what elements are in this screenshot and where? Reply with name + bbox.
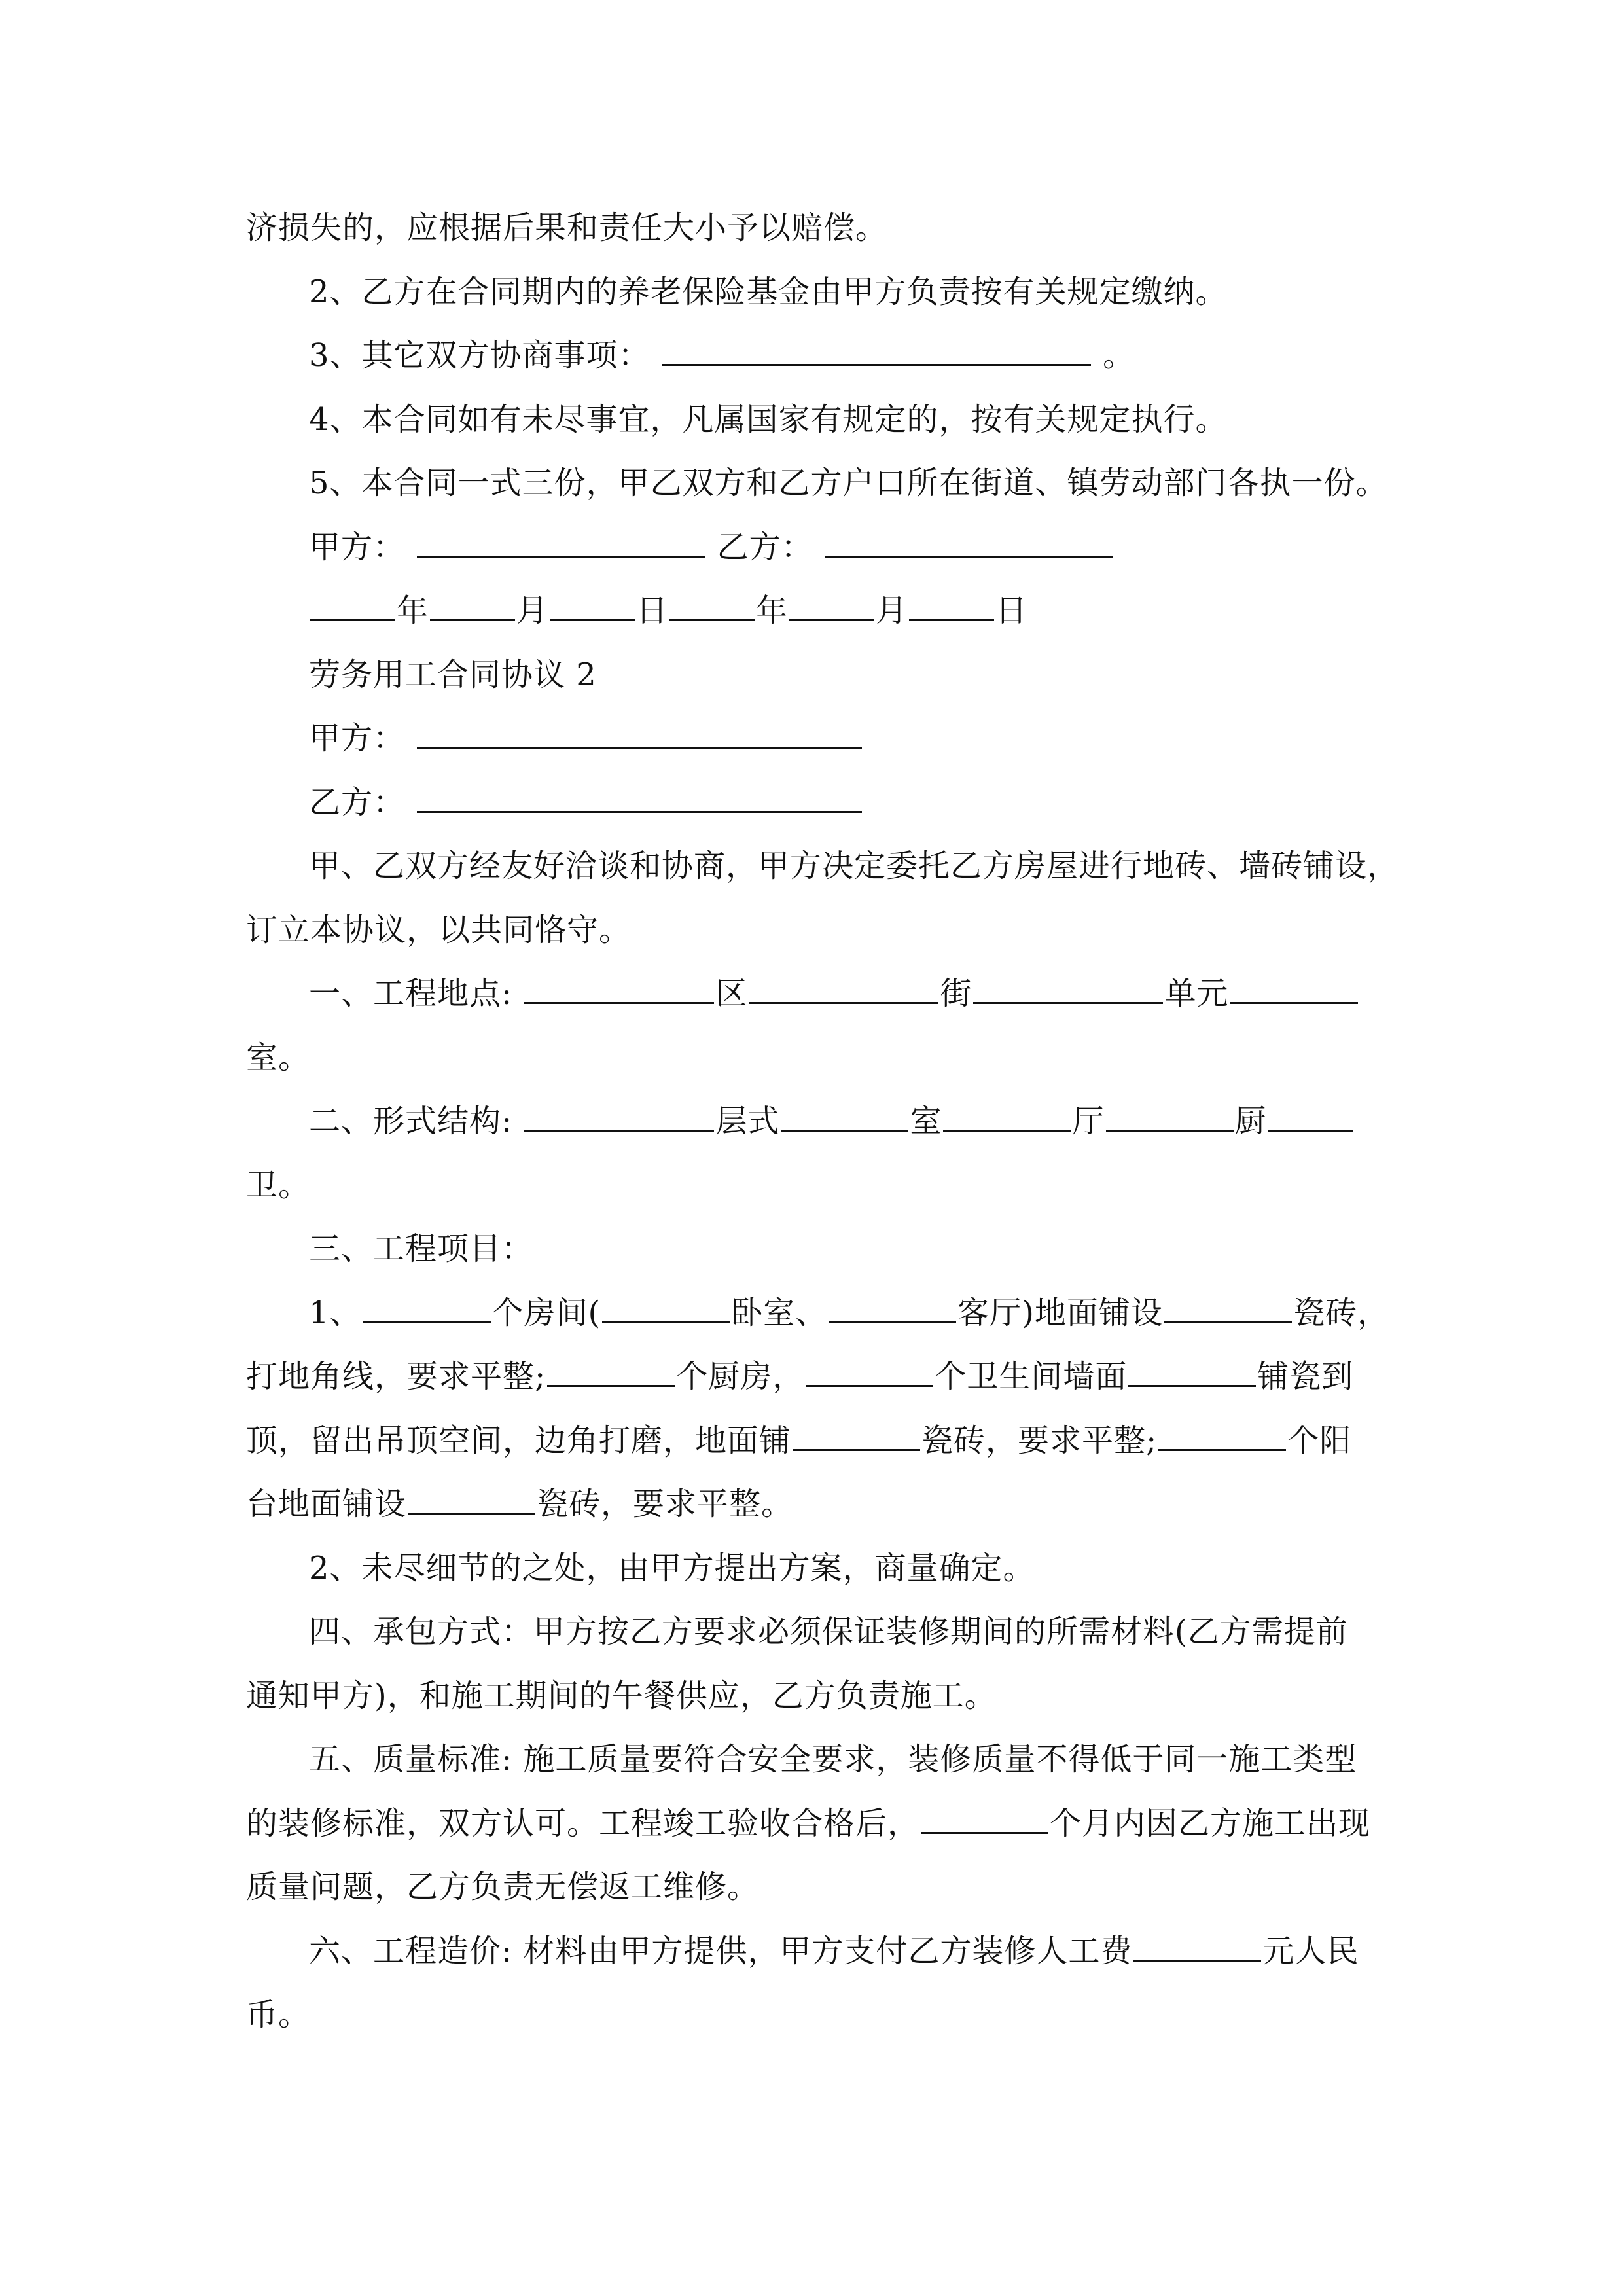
floor-tile-blank[interactable]	[1164, 1295, 1292, 1323]
text: 室。	[246, 1039, 311, 1076]
district-blank[interactable]	[524, 976, 714, 1004]
street-label: 街	[940, 975, 972, 1012]
text: 顶，留出吊顶空间，边角打磨，地面铺	[246, 1422, 792, 1459]
section-1-location	[246, 962, 1378, 1026]
text: 元人民	[1262, 1932, 1359, 1969]
clause-5	[246, 452, 1388, 516]
room-count-blank[interactable]	[781, 1103, 908, 1132]
text: 个月内因乙方施工出现	[1050, 1804, 1371, 1842]
text: 的装修标准，双方认可。工程竣工验收合格后，	[246, 1804, 920, 1842]
day-label: 日	[636, 592, 669, 629]
unit-label: 单元	[1164, 975, 1229, 1012]
section-5-quality	[246, 1728, 1378, 1792]
intro-paragraph-cont	[246, 899, 1378, 963]
month-b-blank[interactable]	[789, 593, 874, 621]
party-b-label: 乙方：	[309, 783, 406, 821]
party-a-name-blank[interactable]	[417, 721, 862, 749]
year-b-blank[interactable]	[669, 593, 755, 621]
unit-blank[interactable]	[973, 976, 1163, 1004]
party-a-label: 甲方：	[309, 528, 406, 565]
section-3-item-1-cont	[246, 1409, 1378, 1473]
other-matters-blank[interactable]	[662, 338, 1091, 366]
clause-3	[246, 324, 1378, 388]
section-title	[246, 643, 1378, 708]
text: 甲、乙双方经友好洽谈和协商，甲方决定委托乙方房屋进行地砖、墙砖铺设，	[309, 848, 1400, 884]
room-label: 室	[910, 1103, 942, 1139]
text: 瓷砖，	[1293, 1294, 1390, 1331]
party-a-signature-blank[interactable]	[417, 529, 705, 558]
day-b-blank[interactable]	[909, 593, 994, 621]
year-label: 年	[756, 592, 789, 629]
section-3-title	[246, 1217, 1378, 1282]
room-qty-blank[interactable]	[363, 1295, 491, 1323]
text: 一、工程地点:	[309, 975, 513, 1012]
text: 四、承包方式：甲方按乙方要求必须保证装修期间的所需材料(乙方需提前	[309, 1613, 1348, 1650]
section-4-contract-mode	[246, 1600, 1378, 1664]
day-label: 日	[995, 592, 1028, 629]
section-3-item-1-cont	[246, 1345, 1378, 1409]
section-3-item-1	[246, 1282, 1390, 1346]
text: 订立本协议，以共同恪守。	[246, 911, 632, 948]
balcony-qty-blank[interactable]	[1158, 1423, 1286, 1451]
agreement-title: 劳务用工合同协议 2	[309, 656, 597, 693]
kitchen-qty-blank[interactable]	[547, 1359, 675, 1387]
text: 个阳	[1287, 1422, 1352, 1459]
text: 卧室、	[731, 1294, 828, 1331]
section-5-cont	[246, 1792, 1378, 1856]
kitchen-label: 厨	[1234, 1103, 1267, 1139]
intro-paragraph	[246, 834, 1400, 899]
text: 5、本合同一式三份，甲乙双方和乙方户口所在街道、镇劳动部门各执一份。	[309, 465, 1388, 501]
text: 3、其它双方协商事项：	[309, 337, 651, 374]
text: 客厅)地面铺设	[957, 1294, 1164, 1331]
living-room-qty-blank[interactable]	[829, 1295, 956, 1323]
text: 卫。	[246, 1166, 311, 1204]
signature-line	[246, 516, 1378, 580]
section-2-structure	[246, 1090, 1378, 1154]
text: 币。	[246, 1996, 311, 2033]
text: 五、质量标准: 施工质量要符合安全要求，装修质量不得低于同一施工类型	[309, 1741, 1357, 1778]
text: 台地面铺设	[246, 1486, 407, 1522]
section-3-item-1-cont	[246, 1473, 1378, 1537]
text: 个卫生间墙面	[935, 1358, 1128, 1395]
section-5-cont	[246, 1856, 1378, 1920]
party-b-signature-blank[interactable]	[825, 529, 1113, 558]
month-label: 月	[876, 592, 908, 629]
month-label: 月	[516, 592, 549, 629]
bedroom-qty-blank[interactable]	[602, 1295, 730, 1323]
text: 个厨房，	[676, 1358, 805, 1395]
section-1-cont	[246, 1026, 1378, 1090]
balcony-tile-blank[interactable]	[408, 1486, 535, 1515]
year-a-blank[interactable]	[310, 593, 395, 621]
year-label: 年	[397, 592, 429, 629]
hall-label: 厅	[1072, 1103, 1105, 1139]
clause-4	[246, 388, 1378, 452]
bath-count-blank[interactable]	[1268, 1103, 1353, 1132]
party-a-label: 甲方：	[309, 720, 406, 757]
day-a-blank[interactable]	[550, 593, 635, 621]
section-2-cont	[246, 1154, 1378, 1218]
text: 六、工程造价: 材料由甲方提供，甲方支付乙方装修人工费	[309, 1932, 1133, 1969]
party-b-label: 乙方：	[717, 528, 813, 565]
text: 三、工程项目：	[309, 1230, 534, 1267]
text: 个房间(	[491, 1294, 601, 1331]
text: 2、乙方在合同期内的养老保险基金由甲方负责按有关规定缴纳。	[309, 273, 1228, 310]
text: 济损失的，应根据后果和责任大小予以赔偿。	[246, 209, 888, 246]
month-a-blank[interactable]	[430, 593, 515, 621]
room-blank[interactable]	[1230, 976, 1358, 1004]
text: 通知甲方)，和施工期间的午餐供应，乙方负责施工。	[246, 1677, 997, 1714]
text: 4、本合同如有未尽事宜，凡属国家有规定的，按有关规定执行。	[309, 401, 1228, 438]
bathroom-qty-blank[interactable]	[806, 1359, 933, 1387]
labor-fee-blank[interactable]	[1133, 1933, 1261, 1962]
party-b-name-blank[interactable]	[417, 785, 862, 813]
text: 瓷砖，要求平整。	[537, 1486, 794, 1522]
bath-floor-tile-blank[interactable]	[793, 1423, 920, 1451]
text: 瓷砖，要求平整;	[921, 1422, 1158, 1459]
text: 1、	[309, 1294, 362, 1331]
hall-count-blank[interactable]	[943, 1103, 1071, 1132]
floor-label: 层式	[715, 1103, 780, 1139]
party-b-line	[246, 771, 1378, 835]
section-3-item-2	[246, 1537, 1378, 1601]
date-line	[246, 579, 1378, 643]
text: 。	[1103, 337, 1135, 374]
text: 2、未尽细节的之处，由甲方提出方案，商量确定。	[309, 1549, 1035, 1587]
wall-tile-blank[interactable]	[1128, 1359, 1256, 1387]
section-6-cost	[246, 1920, 1378, 1984]
paragraph-line	[246, 196, 1378, 260]
section-4-cont	[246, 1664, 1378, 1729]
text: 铺瓷到	[1257, 1358, 1354, 1395]
text: 二、形式结构:	[309, 1103, 513, 1139]
kitchen-count-blank[interactable]	[1106, 1103, 1234, 1132]
clause-2	[246, 260, 1378, 325]
document-page	[246, 196, 1400, 2047]
text: 质量问题，乙方负责无偿返工维修。	[246, 1869, 760, 1905]
district-label: 区	[715, 975, 748, 1012]
warranty-months-blank[interactable]	[921, 1806, 1048, 1834]
text: 打地角线，要求平整;	[246, 1358, 546, 1395]
street-blank[interactable]	[749, 976, 938, 1004]
section-6-cont	[246, 1983, 1378, 2047]
party-a-line	[246, 707, 1378, 771]
floor-blank[interactable]	[524, 1103, 714, 1132]
